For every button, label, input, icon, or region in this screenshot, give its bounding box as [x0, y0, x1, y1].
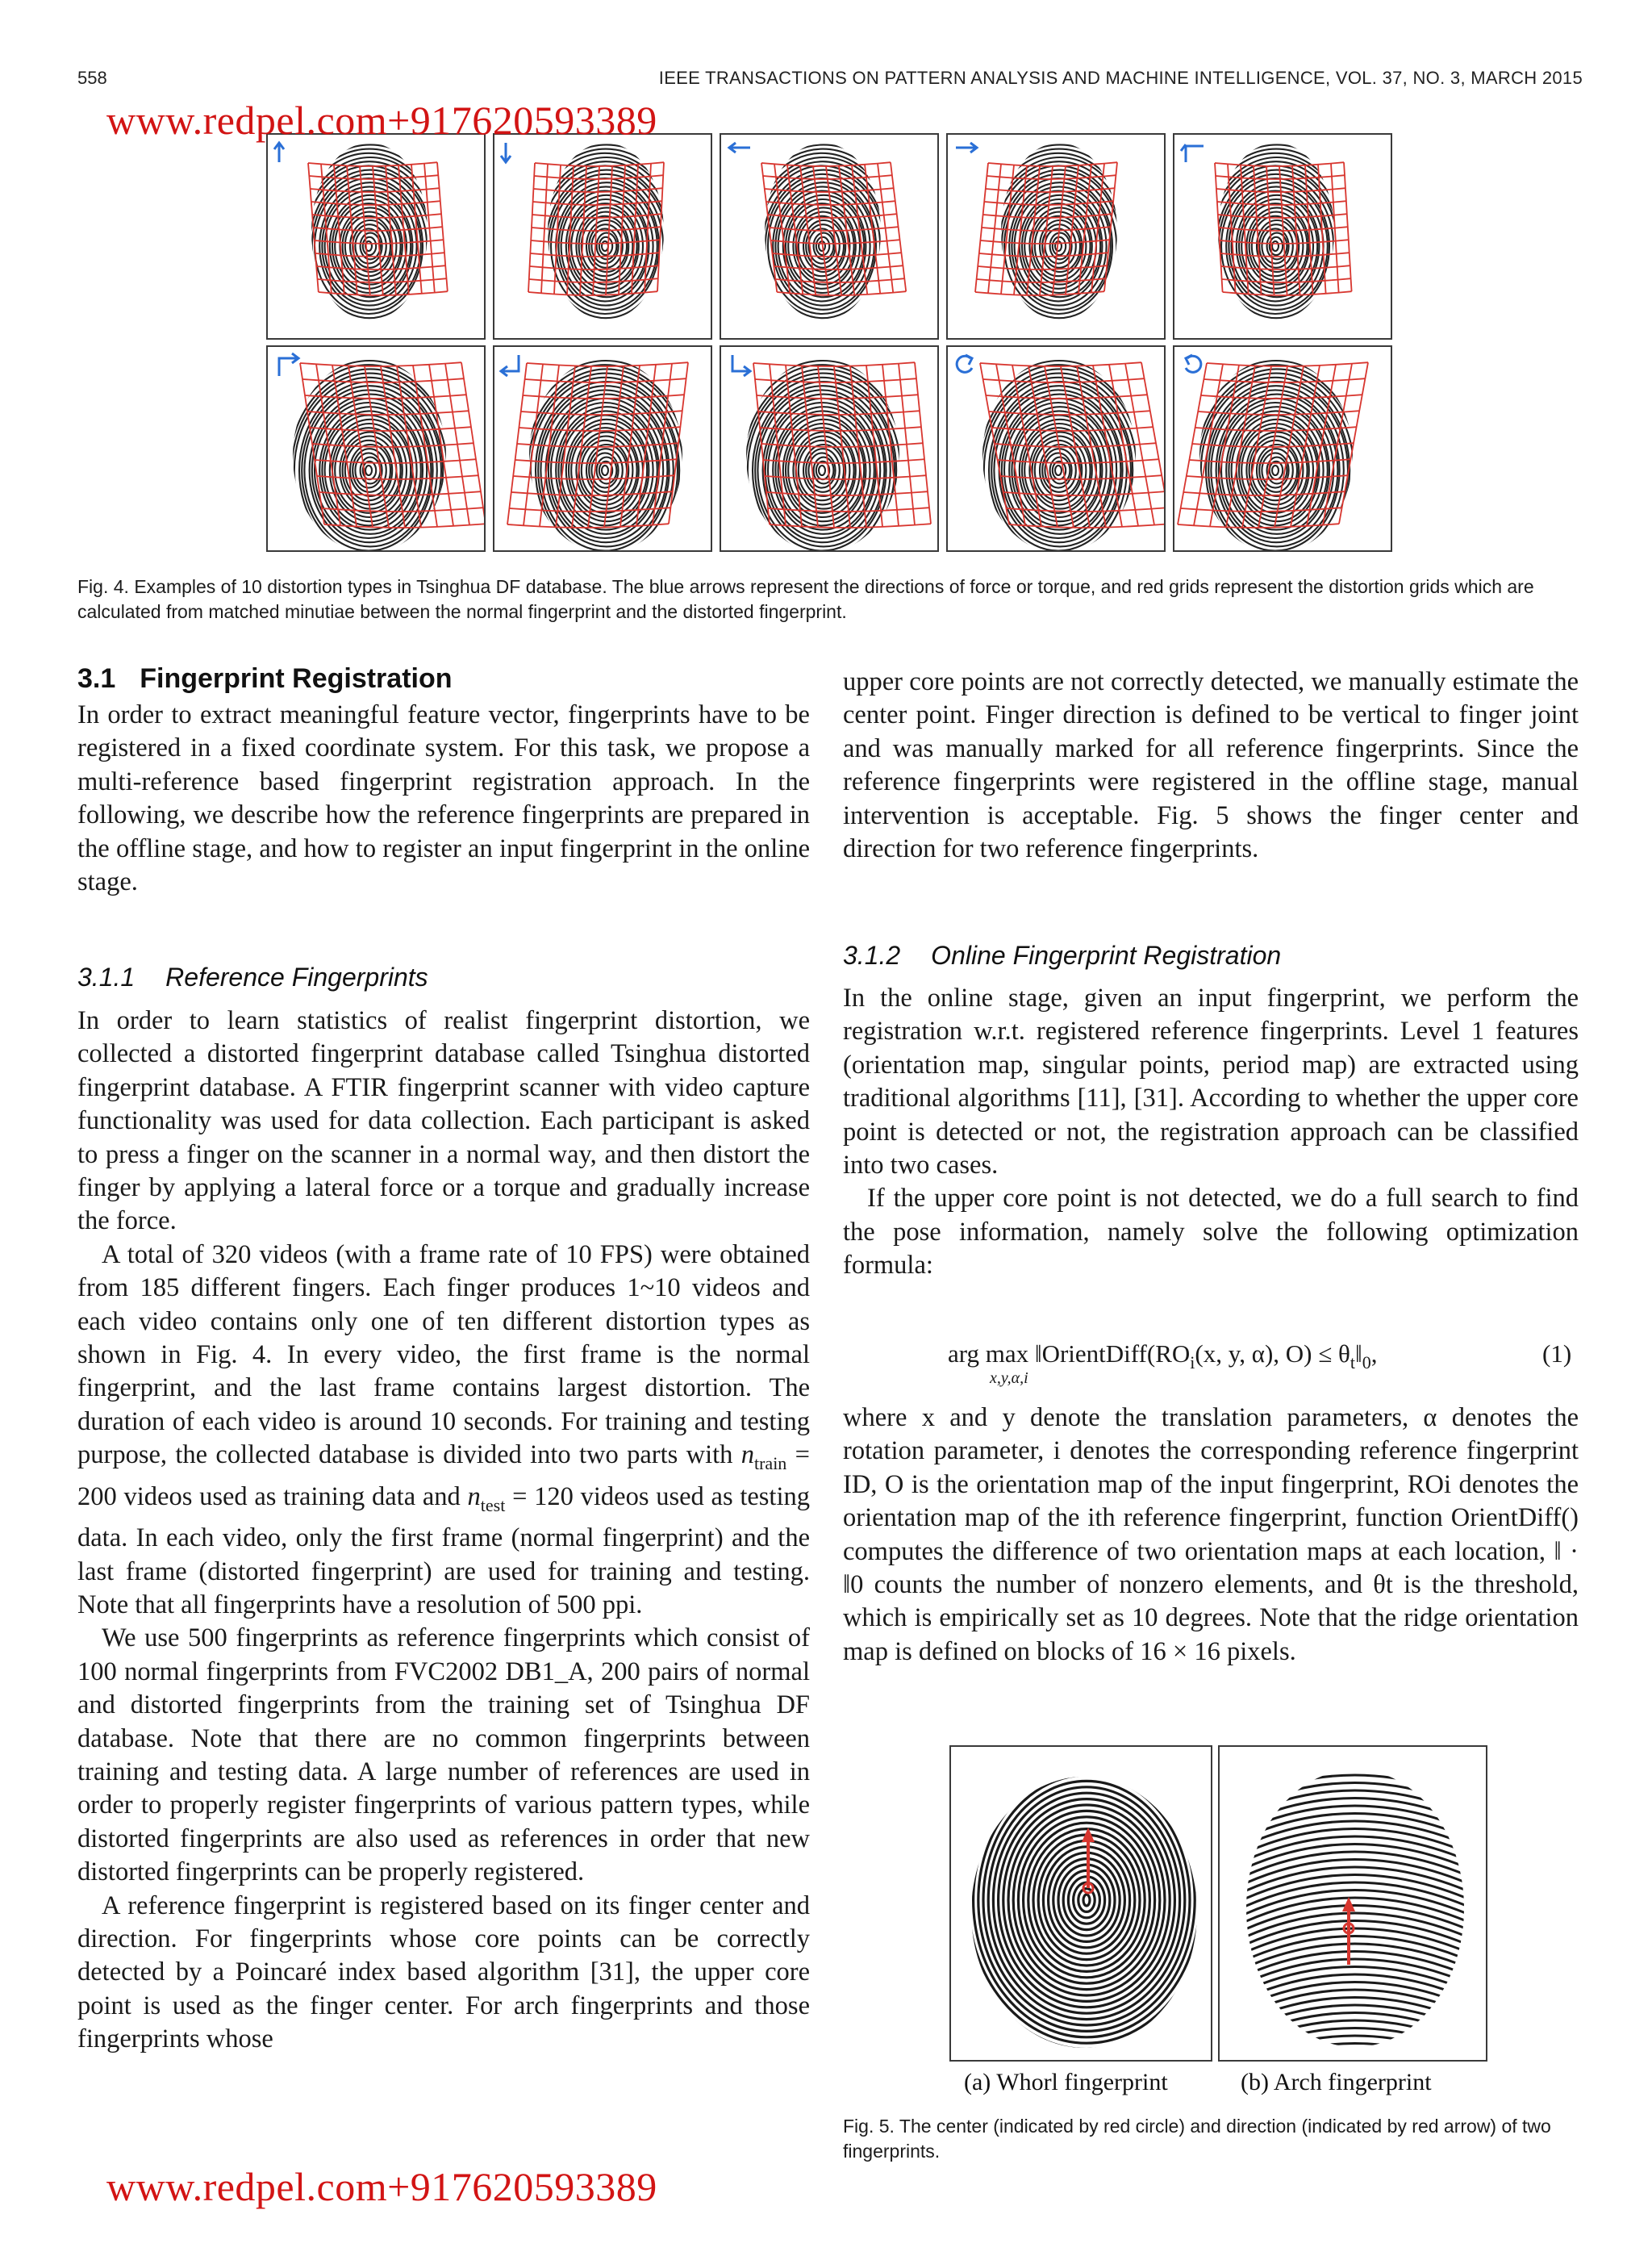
distortion-example-rotate-cw	[1173, 345, 1392, 552]
distortion-example-corner-down-left	[493, 345, 712, 552]
paragraph-6: If the upper core point is not detected, we do a full search to find the pose information, namely solve the following optimization formula:	[843, 1184, 1579, 1280]
arch-fingerprint-graphic	[1220, 1747, 1486, 2060]
watermark-top[interactable]: www.redpel.com+917620593389	[106, 98, 657, 143]
figure-5a-subcaption: (a) Whorl fingerprint	[964, 2069, 1168, 2095]
fingerprint-ridges	[1174, 135, 1391, 338]
distortion-grid	[1178, 362, 1368, 528]
distortion-example-right	[946, 133, 1166, 340]
paragraph-4: A reference fingerprint is registered based on its finger center and direction. For fingerprints whose core points can be correctly detected by a Poincaré index based algorithm [31], the upper core point is used as the finger center. For arch fingerprints and those fingerprints whose	[77, 1890, 810, 2054]
left-body	[77, 1005, 810, 2057]
equation-1-argmax-subscript: x,y,α,i	[990, 1369, 1028, 1387]
figure-4-caption	[77, 574, 1583, 625]
section-title: Fingerprint Registration	[140, 663, 453, 694]
paragraph-3: We use 500 fingerprints as reference fingerprints which consist of 100 normal fingerprints from FVC2002 DB1_A, 200 pairs of normal and distorted fingerprints from the training set of Tsinghua DF database. Note that there are no common fingerprints between training and testing data. A large number of references are used in order to properly register fingerprints of various pattern types, while distorted fingerprints are also used as references in order that new distorted fingerprints can be properly registered.	[77, 1623, 810, 1887]
up-arrow-icon	[274, 143, 284, 162]
figure-4-caption-text: Examples of 10 distortion types in Tsinghua DF database. The blue arrows represent the directions of force or torque, and red grids represent the distortion grids which are calculated from matched minutiae between the normal fingerprint and the distorted fingerprint.	[77, 576, 1534, 622]
paragraph-7: where x and y denote the translation parameters, α denotes the rotation parameter, i denotes the corresponding reference fingerprint ID, O is the orientation map of the input fingerprint, ROi denotes the orientation map of the ith reference fingerprint, function OrientDiff() computes the difference of two orientation maps at each location, ‖ · ‖0 counts the number of nonzero elements, and θt is the threshold, which is empirically set as 10 degrees. Note that the ridge orientation map is defined on blocks of 16 × 16 pixels.	[843, 1403, 1579, 1666]
equation-1: arg $\max ‖OrientDiff(RO_i(x$, y, α), $O) \le \theta_t‖_0$,	[948, 1339, 1378, 1372]
arch-ridges	[1236, 1775, 1478, 2060]
whorl-fingerprint-graphic	[951, 1747, 1211, 2060]
fingerprint-ridges	[268, 135, 484, 338]
distortion-example-corner-right	[266, 345, 486, 552]
paragraph-5: In the online stage, given an input fingerprint, we perform the registration w.r.t. registered reference fingerprints. Level 1 features (orientation map, singular points, period map) are extracted using traditional algorithms [11], [31]. According to whether the upper core point is detected or not, the registration approach can be classified into two cases.	[843, 984, 1579, 1180]
figure-5-caption-text: The center (indicated by red circle) and direction (indicated by red arrow) of two fingerprints.	[843, 2116, 1551, 2162]
paragraph-1: In order to learn statistics of realist fingerprint distortion, we collected a distorted fingerprint database called Tsinghua distorted fingerprint database. A FTIR fingerprint scanner with video capture functionality was used for data collection. Each participant is asked to press a finger on the scanner in a normal way, and then distort the finger by applying a lateral force or a torque and gradually increase the force.	[77, 1006, 810, 1236]
right-arrow-icon	[956, 143, 977, 152]
section-number: 3.1	[77, 663, 116, 694]
paragraph-continued: upper core points are not correctly detected, we manually estimate the center point. Finger direction is defined to be vertical to finger joint and was manually marked for all reference fingerprints. Since the reference fingerprints were registered in the offline stage, manual intervention is acceptable. Fig. 5 shows the finger center and direction for two reference fingerprints.	[843, 667, 1579, 864]
watermark-bottom[interactable]: www.redpel.com+917620593389	[106, 2164, 657, 2209]
figure-5a-whorl-image	[949, 1745, 1212, 2062]
right-body-top	[843, 666, 1579, 866]
fingerprint-ridges	[494, 135, 711, 338]
rotate-corner-left-arrow-icon	[1181, 144, 1204, 162]
right-body-mid	[843, 982, 1579, 1283]
paragraph-2: A total of 320 videos (with a frame rate of 10 FPS) were obtained from 185 different fingers. Each finger produces 1~10 videos and each video contains only one of ten different distortion types as shown in Fig. 4. In every video, the first frame is the normal fingerprint, and the last frame contains largest distortion. The duration of each video is around 10 seconds. For training and testing purpose, the collected database is divided into two parts with $n_{train} = 200$ videos used as training data and $n_{test} = 120$ videos used as testing data. In each video, only the first frame (normal fingerprint) and the last frame (distorted fingerprint) are used for training and testing. Note that all fingerprints have a resolution of 500 ppi.	[77, 1239, 810, 1619]
distortion-example-left	[720, 133, 939, 340]
page-number: 558	[77, 68, 107, 88]
fingerprint-ridges	[721, 347, 937, 550]
journal-title: IEEE TRANSACTIONS ON PATTERN ANALYSIS AND MACHINE INTELLIGENCE, VOL. 37, NO. 3, MARCH 2015	[658, 68, 1583, 88]
left-arrow-icon	[729, 143, 750, 152]
fingerprint-ridges	[268, 347, 484, 550]
rotate-cw-arrow-icon	[1186, 355, 1201, 372]
figure-5-caption-label: Fig. 5.	[843, 2116, 895, 2137]
subsection-title: Online Fingerprint Registration	[931, 941, 1282, 970]
distortion-example-up	[266, 133, 486, 340]
distortion-grid	[300, 362, 484, 528]
distortion-example-corner-down-right	[720, 345, 939, 552]
subsection-number: 3.1.2	[843, 941, 901, 970]
distortion-example-rotate-corner-left	[1173, 133, 1392, 340]
figure-5b-subcaption: (b) Arch fingerprint	[1241, 2069, 1432, 2095]
subsection-title: Reference Fingerprints	[165, 963, 428, 992]
equation-number: (1)	[1542, 1339, 1572, 1368]
section-heading	[77, 663, 453, 695]
corner-down-left-arrow-icon	[501, 355, 519, 376]
figure-4-caption-label: Fig. 4.	[77, 576, 129, 597]
subsection-number: 3.1.1	[77, 963, 136, 992]
whorl-ridges	[958, 1747, 1211, 2055]
left-intro	[77, 699, 810, 899]
fingerprint-ridges	[721, 135, 937, 338]
fingerprint-ridges	[1174, 347, 1391, 550]
right-body-bottom	[843, 1402, 1579, 1669]
corner-right-arrow-icon	[279, 353, 298, 376]
subsection-3-1-2	[843, 941, 1281, 971]
down-arrow-icon	[501, 143, 511, 162]
corner-down-right-arrow-icon	[732, 355, 750, 376]
distortion-example-down	[493, 133, 712, 340]
intro-paragraph: In order to extract meaningful feature vector, fingerprints have to be registered in a fixed coordinate system. For this task, we propose a multi-reference based fingerprint registration approach. In the following, we describe how the reference fingerprints are prepared in the offline stage, and how to register an input fingerprint in the online stage.	[77, 700, 810, 897]
rotate-ccw-arrow-icon	[957, 355, 972, 372]
distortion-example-rotate-ccw	[946, 345, 1166, 552]
figure-5b-arch-image	[1218, 1745, 1487, 2062]
figure-5-caption	[843, 2114, 1579, 2164]
subsection-3-1-1	[77, 963, 428, 992]
